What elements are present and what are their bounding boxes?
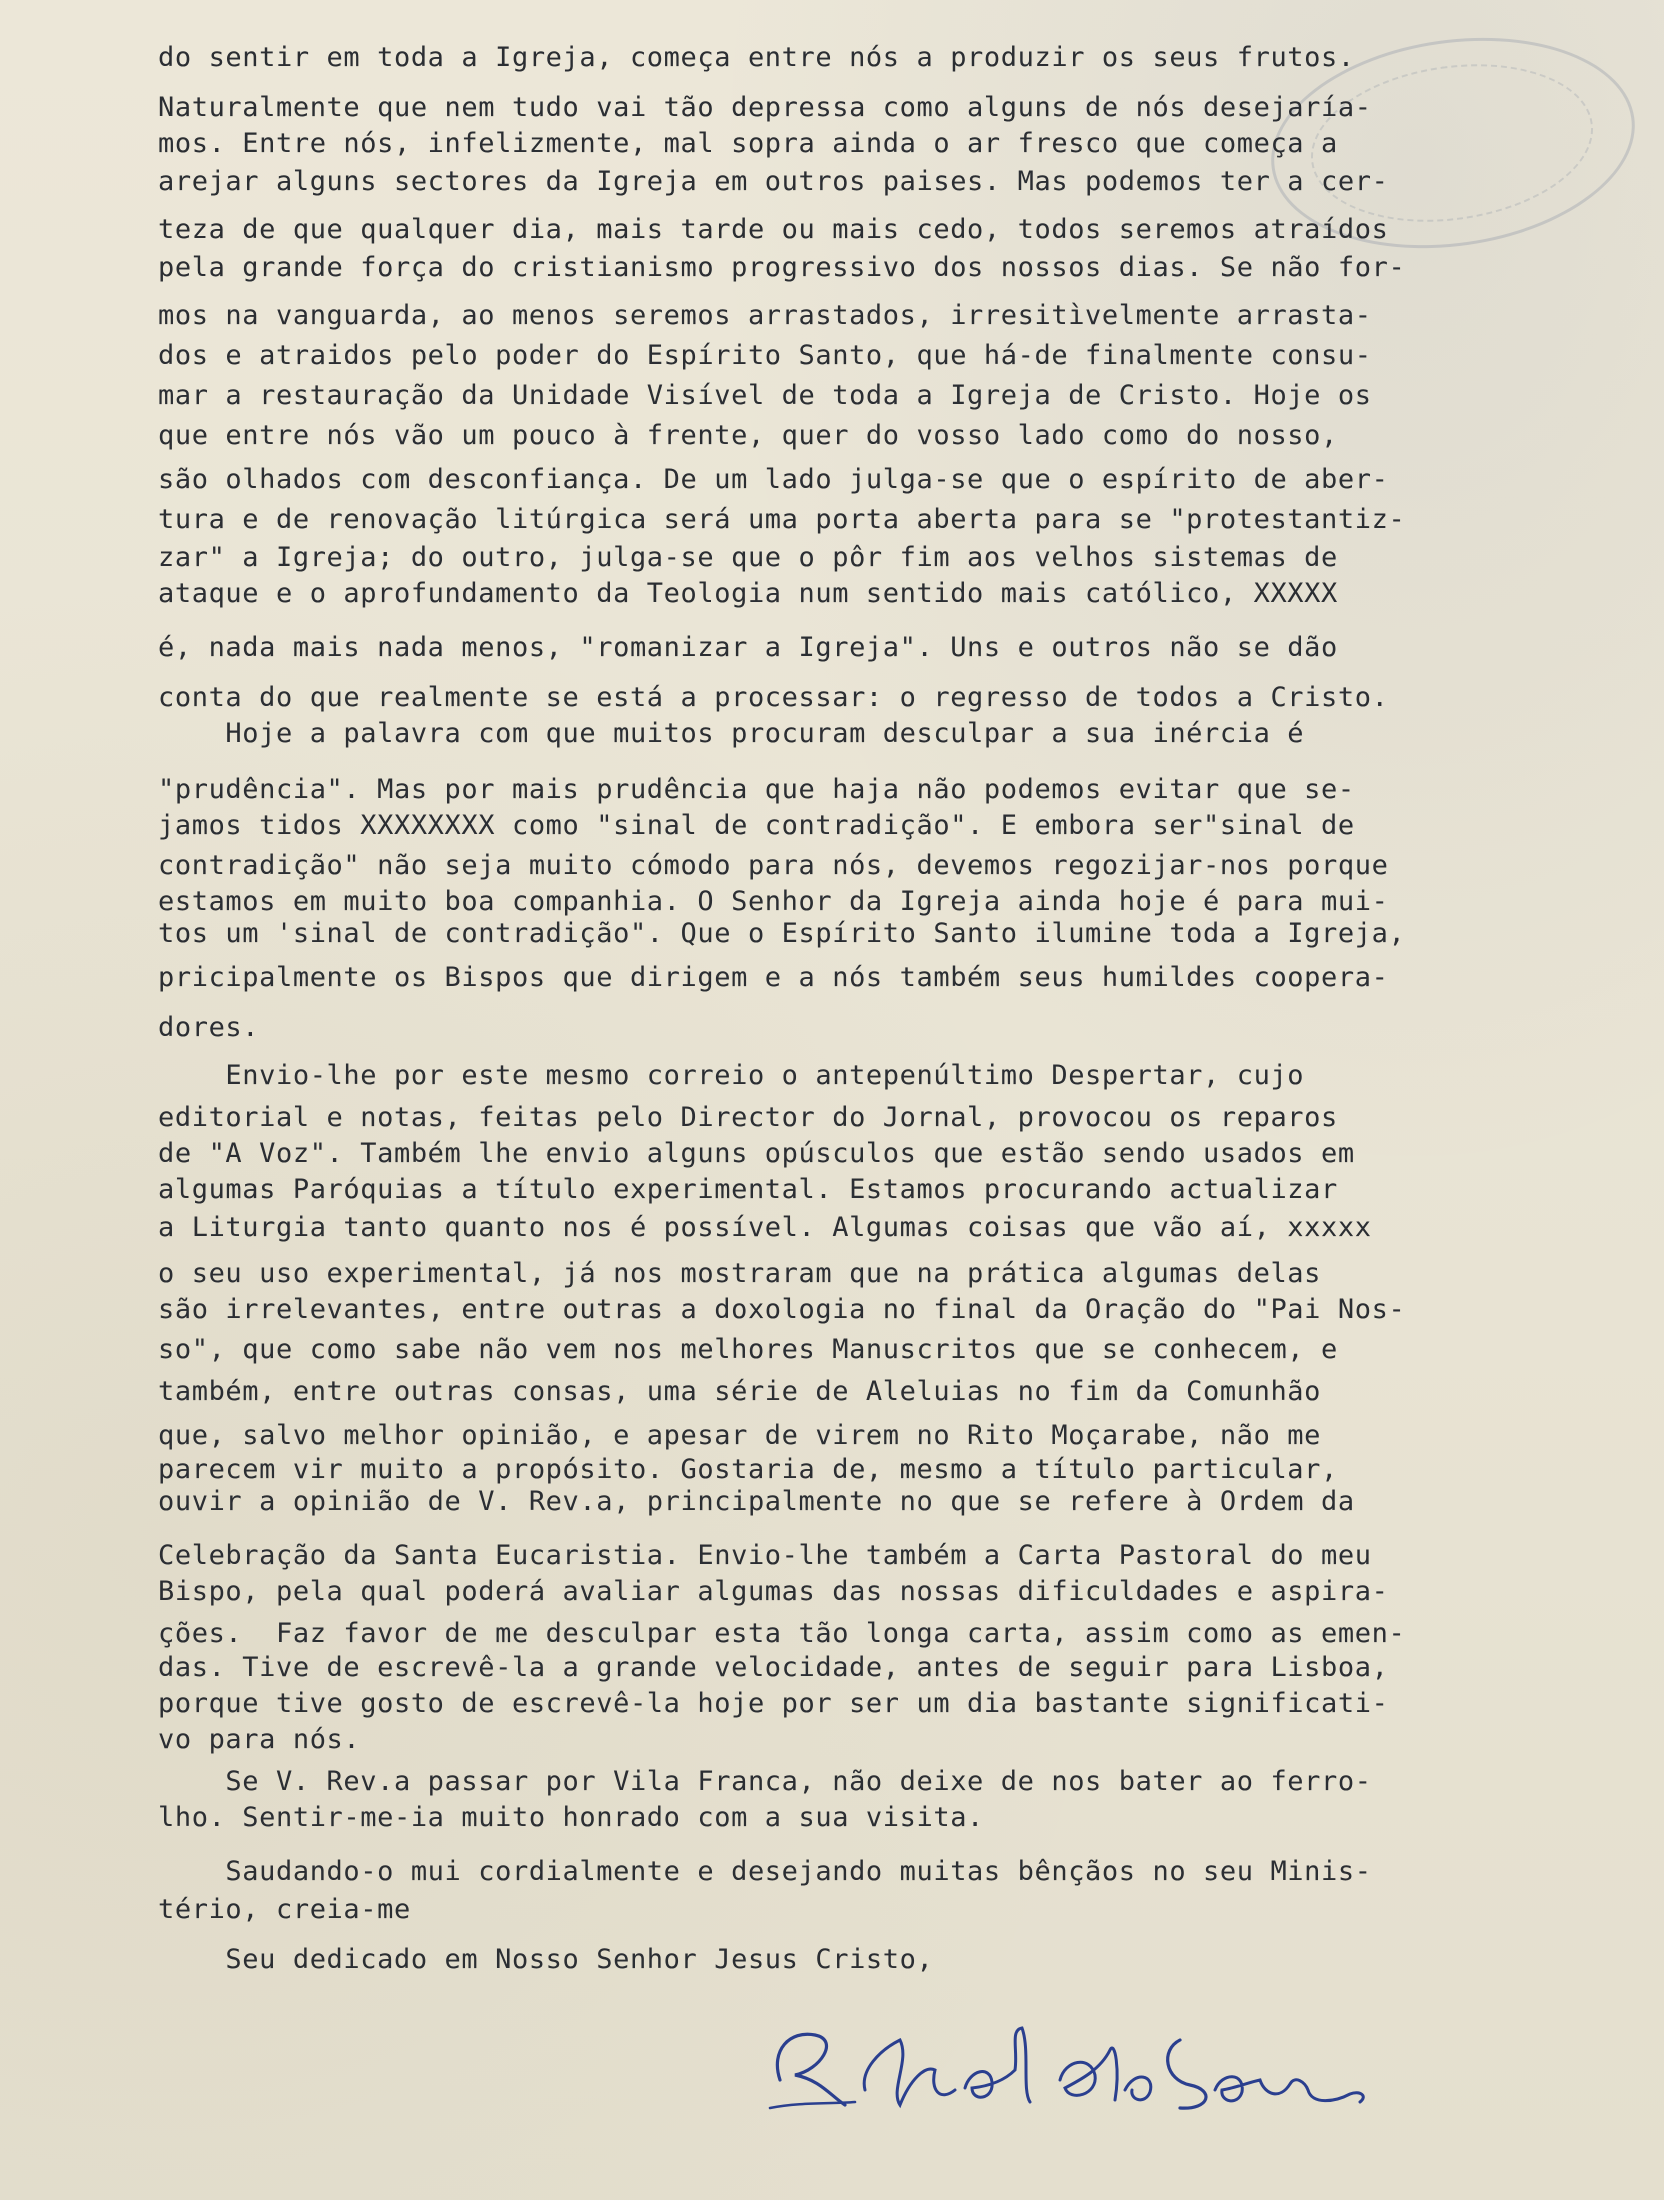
- letter-line: que entre nós vão um pouco à frente, quer do vosso lado como do nosso,: [158, 420, 1338, 451]
- letter-line: Se V. Rev.a passar por Vila Franca, não deixe de nos bater ao ferro-: [158, 1766, 1372, 1797]
- letter-line: contradição" não seja muito cómodo para nós, devemos regozijar-nos porque: [158, 850, 1389, 881]
- letter-line: parecem vir muito a propósito. Gostaria de, mesmo a título particular,: [158, 1454, 1338, 1485]
- letter-line: de "A Voz". Também lhe envio alguns opúsculos que estão sendo usados em: [158, 1138, 1355, 1169]
- letter-line: teza de que qualquer dia, mais tarde ou mais cedo, todos seremos atraídos: [158, 214, 1389, 245]
- letter-line: são olhados com desconfiança. De um lado julga-se que o espírito de aber-: [158, 464, 1389, 495]
- letter-line: que, salvo melhor opinião, e apesar de virem no Rito Moçarabe, não me: [158, 1420, 1322, 1451]
- letter-line: tos um 'sinal de contradição". Que o Espírito Santo ilumine toda a Igreja,: [158, 918, 1406, 949]
- letter-line: zar" a Igreja; do outro, julga-se que o pôr fim aos velhos sistemas de: [158, 542, 1338, 573]
- letter-line: Naturalmente que nem tudo vai tão depressa como alguns de nós desejaría-: [158, 92, 1372, 123]
- letter-line: Bispo, pela qual poderá avaliar algumas das nossas dificuldades e aspira-: [158, 1576, 1389, 1607]
- letter-line: a Liturgia tanto quanto nos é possível. Algumas coisas que vão aí, xxxxx: [158, 1212, 1372, 1243]
- letter-line: "prudência". Mas por mais prudência que haja não podemos evitar que se-: [158, 774, 1355, 805]
- letter-line: arejar alguns sectores da Igreja em outros paises. Mas podemos ter a cer-: [158, 166, 1389, 197]
- letter-line: lho. Sentir-me-ia muito honrado com a sua visita.: [158, 1802, 984, 1833]
- letter-line: Hoje a palavra com que muitos procuram desculpar a sua inércia é: [158, 718, 1305, 749]
- letter-line: ouvir a opinião de V. Rev.a, principalmente no que se refere à Ordem da: [158, 1486, 1355, 1517]
- letter-line: conta do que realmente se está a processar: o regresso de todos a Cristo.: [158, 682, 1389, 713]
- handwritten-signature: [760, 2010, 1380, 2120]
- letter-line: algumas Paróquias a título experimental. Estamos procurando actualizar: [158, 1174, 1338, 1205]
- letter-line: Saudando-o mui cordialmente e desejando muitas bênçãos no seu Minis-: [158, 1856, 1372, 1887]
- letter-line: estamos em muito boa companhia. O Senhor da Igreja ainda hoje é para mui-: [158, 886, 1389, 917]
- letter-line: jamos tidos XXXXXXXX como "sinal de contradição". E embora ser"sinal de: [158, 810, 1355, 841]
- letter-line: Envio-lhe por este mesmo correio o antepenúltimo Despertar, cujo: [158, 1060, 1305, 1091]
- letter-line: ções. Faz favor de me desculpar esta tão longa carta, assim como as emen-: [158, 1618, 1406, 1649]
- letter-line: so", que como sabe não vem nos melhores Manuscritos que se conhecem, e: [158, 1334, 1338, 1365]
- letter-line: do sentir em toda a Igreja, começa entre nós a produzir os seus frutos.: [158, 42, 1355, 73]
- letter-line: também, entre outras consas, uma série de Aleluias no fim da Comunhão: [158, 1376, 1322, 1407]
- letter-line: são irrelevantes, entre outras a doxologia no final da Oração do "Pai Nos-: [158, 1294, 1406, 1325]
- letter-line: Seu dedicado em Nosso Senhor Jesus Cristo,: [158, 1944, 934, 1975]
- letter-line: é, nada mais nada menos, "romanizar a Igreja". Uns e outros não se dão: [158, 632, 1338, 663]
- letter-line: das. Tive de escrevê-la a grande velocidade, antes de seguir para Lisboa,: [158, 1652, 1389, 1683]
- letter-line: o seu uso experimental, já nos mostraram que na prática algumas delas: [158, 1258, 1322, 1289]
- letter-line: dores.: [158, 1012, 260, 1043]
- letter-line: Celebração da Santa Eucaristia. Envio-lhe também a Carta Pastoral do meu: [158, 1540, 1372, 1571]
- letter-line: mos. Entre nós, infelizmente, mal sopra ainda o ar fresco que começa a: [158, 128, 1338, 159]
- letter-line: dos e atraidos pelo poder do Espírito Santo, que há-de finalmente consu-: [158, 340, 1372, 371]
- letter-line: editorial e notas, feitas pelo Director do Jornal, provocou os reparos: [158, 1102, 1338, 1133]
- letter-line: tério, creia-me: [158, 1894, 411, 1925]
- letter-line: mos na vanguarda, ao menos seremos arrastados, irresitìvelmente arrasta-: [158, 300, 1372, 331]
- letter-line: vo para nós.: [158, 1724, 361, 1755]
- letter-line: porque tive gosto de escrevê-la hoje por ser um dia bastante significati-: [158, 1688, 1389, 1719]
- letter-line: tura e de renovação litúrgica será uma porta aberta para se "protestantiz-: [158, 504, 1406, 535]
- letter-line: mar a restauração da Unidade Visível de toda a Igreja de Cristo. Hoje os: [158, 380, 1372, 411]
- letter-line: pela grande força do cristianismo progressivo dos nossos dias. Se não for-: [158, 252, 1406, 283]
- letter-line: pricipalmente os Bispos que dirigem e a nós também seus humildes coopera-: [158, 962, 1389, 993]
- letter-line: ataque e o aprofundamento da Teologia num sentido mais católico, XXXXX: [158, 578, 1338, 609]
